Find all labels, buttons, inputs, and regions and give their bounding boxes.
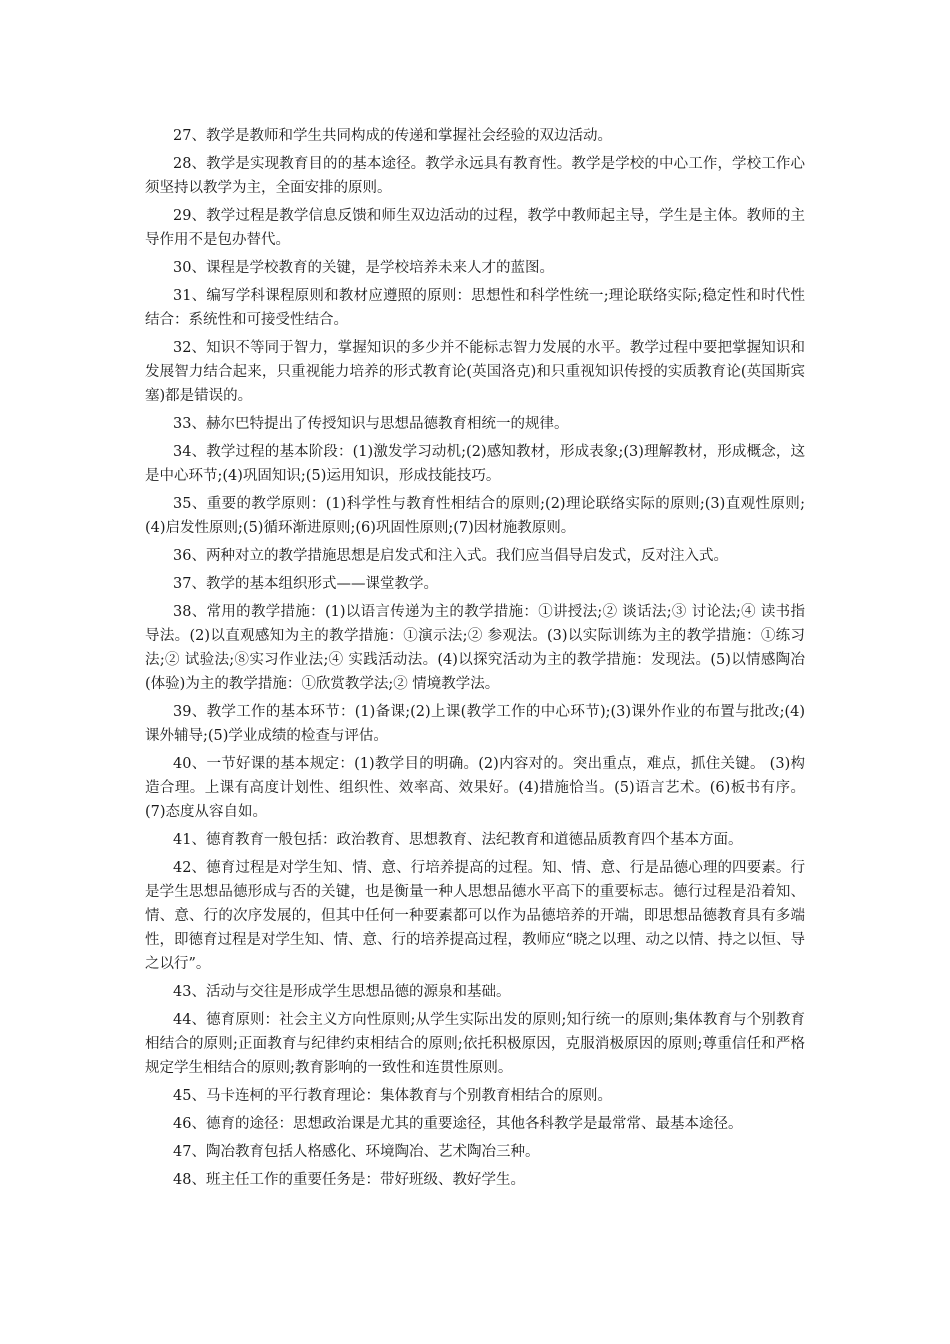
paragraph-42: 42、德育过程是对学生知、情、意、行培养提高的过程。知、情、意、行是品德心理的四要素。行是学生思想品德形成与否的关键，也是衡量一种人思想品德水平高下的重要标志。德行过程是沿着知、情、意、行的次序发展的，但其中任何一种要素都可以作为品德培养的开端，即思想品德教育具有多端性，即德育过程是对学生知、情、意、行的培养提高过程，教师应“晓之以理、动之以情、持之以恒、导之以行”。 [145,860,805,972]
paragraph-28: 28、教学是实现教育目的的基本途径。教学永远具有教育性。教学是学校的中心工作，学校工作心须坚持以教学为主，全面安排的原则。 [145,156,805,196]
paragraph-41: 41、德育教育一般包括：政治教育、思想教育、法纪教育和道德品质教育四个基本方面。 [173,832,743,848]
paragraph-35: 35、重要的教学原则：(1)科学性与教育性相结合的原则;(2)理论联络实际的原则;(3)直观性原则;(4)启发性原则;(5)循环渐进原则;(6)巩固性原则;(7)因材施教原则。 [145,496,805,536]
paragraph-46: 46、德育的途径：思想政治课是尤其的重要途径，其他各科教学是最常常、最基本途径。 [173,1116,743,1132]
paragraph-27: 27、教学是教师和学生共同构成的传递和掌握社会经验的双边活动。 [173,128,612,144]
paragraph-39: 39、教学工作的基本环节：(1)备课;(2)上课(教学工作的中心环节);(3)课外作业的布置与批改;(4)课外辅导;(5)学业成绩的检查与评估。 [145,704,805,744]
paragraph-30: 30、课程是学校教育的关键，是学校培养未来人才的蓝图。 [173,260,554,276]
paragraph-32: 32、知识不等同于智力，掌握知识的多少并不能标志智力发展的水平。教学过程中要把掌握知识和发展智力结合起来，只重视能力培养的形式教育论(英国洛克)和只重视知识传授的实质教育论(英国斯宾塞)都是错误的。 [145,340,805,404]
paragraph-37: 37、教学的基本组织形式——课堂教学。 [173,576,438,592]
paragraph-33: 33、赫尔巴特提出了传授知识与思想品德教育相统一的规律。 [173,416,569,432]
paragraph-44: 44、德育原则：社会主义方向性原则;从学生实际出发的原则;知行统一的原则;集体教育与个别教育相结合的原则;正面教育与纪律约束相结合的原则;依托积极原因，克服消极原因的原则;尊重信任和严格规定学生相结合的原则;教育影响的一致性和连贯性原则。 [145,1012,805,1076]
paragraph-34: 34、教学过程的基本阶段：(1)激发学习动机;(2)感知教材，形成表象;(3)理解教材，形成概念，这是中心环节;(4)巩固知识;(5)运用知识，形成技能技巧。 [145,444,805,484]
paragraph-36: 36、两种对立的教学措施思想是启发式和注入式。我们应当倡导启发式，反对注入式。 [173,548,728,564]
paragraph-29: 29、教学过程是教学信息反馈和师生双边活动的过程，教学中教师起主导，学生是主体。教师的主导作用不是包办替代。 [145,208,805,248]
paragraph-38: 38、常用的教学措施：(1)以语言传递为主的教学措施：①讲授法;② 谈话法;③ 讨论法;④ 读书指导法。(2)以直观感知为主的教学措施：①演示法;② 参观法。(3)以实际训练为主的教学措施：①练习法;② 试验法;⑧实习作业法;④ 实践活动法。(4)以探究活动为主的教学措施：发现法。(5)以情感陶冶(体验)为主的教学措施：①欣赏教学法;② 情境教学法。 [145,604,805,692]
paragraph-31: 31、编写学科课程原则和教材应遵照的原则：思想性和科学性统一;理论联络实际;稳定性和时代性结合：系统性和可接受性结合。 [145,288,805,328]
paragraph-45: 45、马卡连柯的平行教育理论：集体教育与个别教育相结合的原则。 [173,1088,612,1104]
paragraph-47: 47、陶冶教育包括人格感化、环境陶冶、艺术陶冶三种。 [173,1144,540,1160]
document-page [145,124,805,1196]
paragraph-40: 40、一节好课的基本规定：(1)教学目的明确。(2)内容对的。突出重点，难点，抓住关键。 (3)构造合理。上课有高度计划性、组织性、效率高、效果好。(4)措施恰当。(5)语言艺术。(6)板书有序。(7)态度从容自如。 [145,756,805,820]
paragraph-48: 48、班主任工作的重要任务是：带好班级、教好学生。 [173,1172,525,1188]
paragraph-43: 43、活动与交往是形成学生思想品德的源泉和基础。 [173,984,511,1000]
